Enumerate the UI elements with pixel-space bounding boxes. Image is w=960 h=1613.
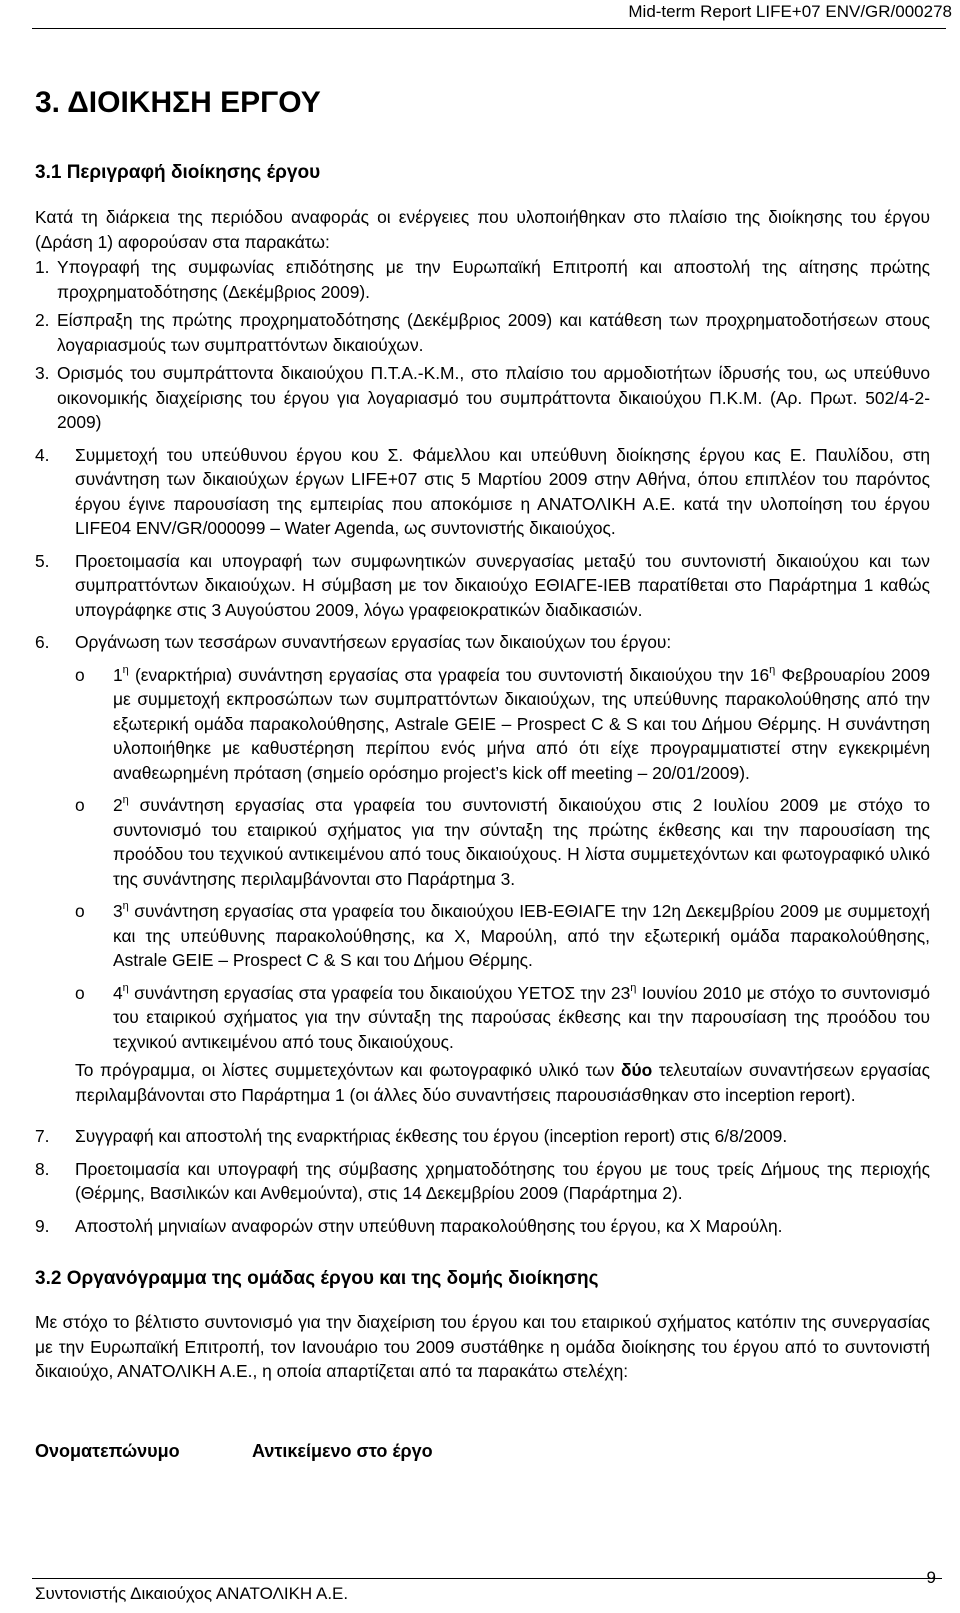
list-item <box>35 361 930 435</box>
closing-text-part: τελευταίων συναντήσεων εργασίας περιλαμβάνονται στο Παράρτημα 1 (οι άλλες δύο συναντήσεις παρουσιάσθηκαν στο inception report). <box>75 1060 930 1105</box>
meeting-ordinal: 4 <box>113 982 123 1003</box>
closing-bold-word: δύο <box>620 1060 653 1080</box>
meeting-ordinal: 2 <box>113 795 123 815</box>
column-header-name: Ονοματεπώνυμο <box>35 1441 180 1461</box>
meetings-closing-paragraph <box>75 1058 930 1107</box>
list-item-number: 6. <box>35 632 50 652</box>
meeting-text <box>113 981 930 1055</box>
list-item-number: 8. <box>35 1158 50 1179</box>
meeting-text <box>113 793 930 891</box>
meeting-item <box>75 663 930 786</box>
bullet-marker: o <box>75 982 85 1003</box>
list-item-number: 9. <box>35 1215 50 1236</box>
ordinal-suffix: η <box>122 981 129 994</box>
running-header: Mid-term Report LIFE+07 ENV/GR/000278 <box>628 2 952 21</box>
management-actions-list <box>35 255 930 1238</box>
ordinal-suffix: η <box>122 900 129 912</box>
meeting-item <box>75 981 930 1055</box>
list-item-number: 1. <box>35 257 50 277</box>
list-item-number: 7. <box>35 1126 50 1147</box>
page-number: 9 <box>926 1568 936 1587</box>
section-3-1-title: 3.1 Περιγραφή διοίκησης έργου <box>35 162 321 183</box>
ordinal-suffix: η <box>122 794 129 806</box>
list-item <box>35 308 930 357</box>
list-item-text: Υπογραφή της συμφωνίας επιδότησης με την Ευρωπαϊκή Επιτροπή και αποστολή της αίτησης πρώτης προχρηματοδότησης (Δεκέμβριος 2009). <box>57 257 930 302</box>
footer-rule <box>32 1578 942 1579</box>
meeting-text <box>113 663 930 786</box>
meeting-ordinal: 3 <box>113 901 123 921</box>
ordinal-suffix: η <box>630 981 637 994</box>
meeting-item <box>75 899 930 973</box>
list-item-number: 5. <box>35 550 50 571</box>
list-item-text: Προετοιμασία και υπογραφή των συμφωνητικών συνεργασίας μεταξύ του συντονιστή δικαιούχου και των συμπραττόντων δικαιούχων. Η σύμβαση με τον δικαιούχο ΕΘΙΑΓΕ-ΙΕΒ παρατίθεται στο Παράρτημα 1 καθώς υπογράφηκε στις 3 Αυγούστου 2009, λόγω γραφειοκρατικών διαδικασιών. <box>75 550 930 620</box>
chapter-title: 3. ΔΙΟΙΚΗΣΗ ΕΡΓΟΥ <box>35 86 321 119</box>
bullet-marker: o <box>75 901 85 921</box>
list-item-number: 4. <box>35 444 50 465</box>
list-item-text: Προετοιμασία και υπογραφή της σύμβασης χρηματοδότησης του έργου με τους τρείς Δήμους της περιοχής (Θέρμης, Βασιλικών και Ανθεμούντα), στις 14 Δεκεμβρίου 2009 (Παράρτημα 2). <box>75 1158 930 1204</box>
list-item <box>35 1124 930 1149</box>
ordinal-suffix: η <box>769 663 776 676</box>
list-item-text: Συγγραφή και αποστολή της εναρκτήριας έκθεσης του έργου (inception report) στις 6/8/2009. <box>75 1126 788 1147</box>
list-item <box>35 255 930 304</box>
meeting-text-part: Φεβρουαρίου 2009 με συμμετοχή εκπροσώπων των συμπραττόντων δικαιούχων, της υπεύθυνης παρακολούθησης από την εξωτερική ομάδα παρακολούθησης, Astrale GEIE – Prospect C & S και του Δήμου Θέρμης. Η συνάντηση υλοποιήθηκε με καθυστέρηση περίπου ενός μήνα από ότι είχε προγραμματιστεί στην εγκεκριμένη αναθεωρημένη πρόταση (σημείο ορόσημο project’s kick off meeting – 20/01/2009). <box>113 664 930 783</box>
list-item-text: Ορισμός του συμπράττοντα δικαιούχου Π.Τ.Α.-Κ.Μ., στο πλαίσιο του αρμοδιοτήτων ίδρυσής του, ως υπεύθυνο οικονομικής διαχείρισης του έργου για λογαριασμό του συμπράττοντα δικαιούχου Π.Κ.Μ. (Αρ. Πρωτ. 502/4-2-2009) <box>57 363 930 432</box>
meeting-text-part: (εναρκτήρια) συνάντηση εργασίας στα γραφεία του συντονιστή δικαιούχου την 16 <box>128 664 770 685</box>
meeting-text <box>113 899 930 973</box>
bullet-marker: o <box>75 664 85 685</box>
section-3-2-text: Με στόχο το βέλτιστο συντονισμό για την διαχείριση του έργου και του εταιρικού σχήματος κατόπιν της συνεργασίας με την Ευρωπαϊκή Επιτροπή, τον Ιανουάριο του 2009 συστάθηκε η ομάδα διοίκησης του έργου από το συντονιστή δικαιούχο, ΑΝΑΤΟΛΙΚΗ Α.Ε., η οποία απαρτίζεται από τα παρακάτω στελέχη: <box>35 1312 930 1381</box>
meeting-text-part: Ιουνίου 2010 με στόχο το συντονισμό του εταιρικού σχήματος για την σύνταξη της παρούσας έκθεσης και την παρουσίαση της προόδου του τεχνικού αντικειμένου από τους δικαιούχους. <box>113 982 931 1052</box>
column-header-object: Αντικείμενο στο έργο <box>252 1441 433 1461</box>
list-item <box>35 630 930 655</box>
list-item <box>35 549 930 623</box>
meeting-text-part: συνάντηση εργασίας στα γραφεία του συντονιστή δικαιούχου στις 2 Ιουλίου 2009 με στόχο το συντονισμό του εταιρικού σχήματος για την σύνταξη της πρώτης έκθεσης και την παρουσίαση της προόδου του τεχνικού αντικειμένου από τους δικαιούχους. Η λίστα συμμετεχόντων και φωτογραφικό υλικό της συνάντησης περιλαμβάνονται στο Παράρτημα 3. <box>113 795 930 889</box>
footer-text: Συντονιστής Δικαιούχος ΑΝΑΤΟΛΙΚΗ Α.Ε. <box>35 1584 349 1603</box>
list-item-text: Οργάνωση των τεσσάρων συναντήσεων εργασίας των δικαιούχων του έργου: <box>75 632 672 652</box>
list-item-number: 2. <box>35 310 50 330</box>
list-item-text: Είσπραξη της πρώτης προχρηματοδότησης (Δεκέμβριος 2009) και κατάθεση των προχρηματοδοτήσεων στους λογαριασμούς των συμπραττόντων δικαιούχων. <box>57 310 930 355</box>
section-3-2-title: 3.2 Οργανόγραμμα της ομάδας έργου και της δομής διοίκησης <box>35 1268 599 1289</box>
bullet-marker: o <box>75 795 85 815</box>
meeting-ordinal: 1 <box>113 664 123 685</box>
section-3-1-intro: Κατά τη διάρκεια της περιόδου αναφοράς οι ενέργειες που υλοποιήθηκαν στο πλαίσιο της διοίκησης του έργου (Δράση 1) αφορούσαν στα παρακάτω: <box>35 207 930 252</box>
meeting-text-part: συνάντηση εργασίας στα γραφεία του δικαιούχου ΥΕΤΟΣ την 23 <box>128 982 631 1003</box>
meeting-item <box>75 793 930 891</box>
list-item-text: Συμμετοχή του υπεύθυνου έργου κου Σ. Φάμελλου και υπεύθυνη διοίκησης έργου κας Ε. Παυλίδου, στη συνάντηση των δικαιούχων έργων LIFE+07 στις 5 Μαρτίου 2009 στην Αθήνα, όπου επιπλέον του παρόντος έργου έγινε παρουσίαση της εμπειρίας που αποκόμισε η ΑΝΑΤΟΛΙΚΗ Α.Ε. κατά την υλοποίηση του έργου LIFE04 ENV/GR/000099 – Water Agenda, ως συντονιστής δικαιούχος. <box>75 444 930 538</box>
meeting-text-part: συνάντηση εργασίας στα γραφεία του δικαιούχου ΙΕΒ-ΕΘΙΑΓΕ την 12η Δεκεμβρίου 2009 με συμμετοχή και της υπεύθυνης παρακολούθησης, κα Χ, Μαρούλη, από την εξωτερική ομάδα παρακολούθησης, Astrale GEIE – Prospect C & S και του Δήμου Θέρμης. <box>113 901 930 970</box>
header-rule <box>32 28 946 29</box>
list-item-text: Αποστολή μηνιαίων αναφορών στην υπεύθυνη παρακολούθησης του έργου, κα Χ Μαρούλη. <box>75 1215 783 1236</box>
list-item <box>35 443 930 541</box>
closing-text-part: Το πρόγραμμα, οι λίστες συμμετεχόντων και φωτογραφικό υλικό των <box>75 1060 621 1080</box>
list-item-number: 3. <box>35 363 50 383</box>
list-item <box>35 1214 930 1239</box>
ordinal-suffix: η <box>122 663 129 676</box>
list-item <box>35 1157 930 1206</box>
